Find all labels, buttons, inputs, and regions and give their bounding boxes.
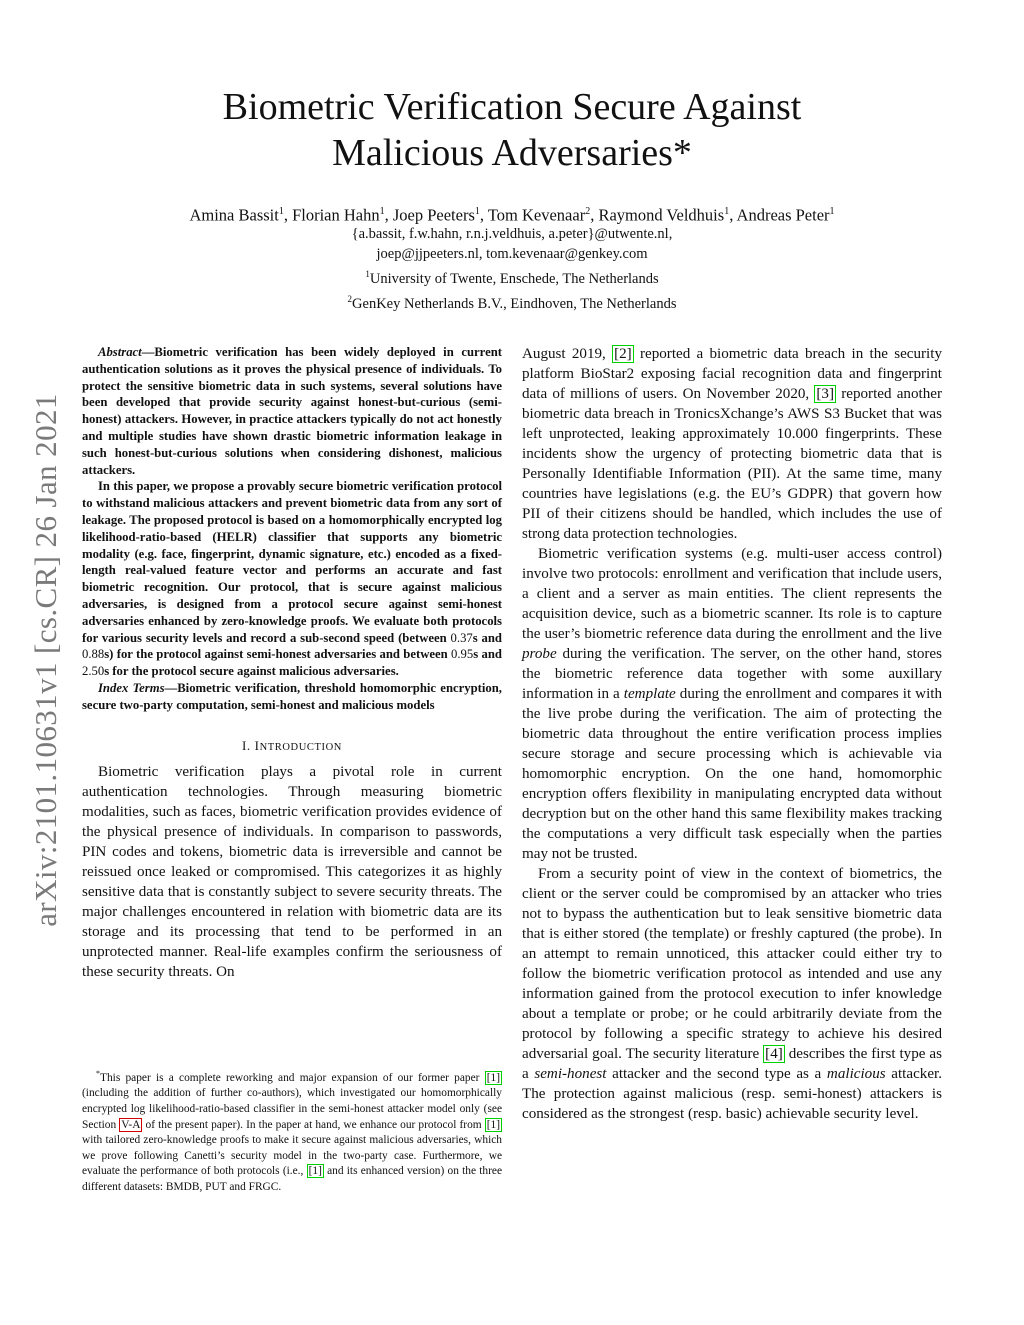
title-line-1: Biometric Verification Secure Against — [222, 86, 802, 128]
right-column-text — [522, 344, 942, 1124]
citation-link[interactable]: [2] — [614, 346, 632, 362]
citation-link[interactable]: [1] — [486, 1118, 500, 1131]
author-affiliation-mark: 2 — [585, 206, 591, 217]
title-line-2: Malicious Adversaries* — [332, 132, 692, 174]
author-affiliation-mark: 1 — [278, 206, 284, 217]
citation-link[interactable]: [3] — [816, 386, 835, 402]
citation-link[interactable]: [1] — [486, 1071, 500, 1084]
author-affiliation-mark: 1 — [829, 206, 835, 217]
author-affiliation-mark: 1 — [379, 206, 385, 217]
footnote: *This paper is a complete reworking and major expansion of our former paper [1] (including the addition of further co-authors), which investigated our homomorphically encrypted log likelihood-ratio-based classifier in the semi-honest attacker model only (see Section V-A of the present paper). In the paper at hand, we enhance our protocol from [1] with tailored zero-knowledge proofs to make it secure against malicious adversaries, which we prove following Canetti’s security model in the two-party case. Furthermore, we evaluate the performance of both protocols (i.e., [1] and its enhanced version) on the three different datasets: BMDB, PUT and FRGC. — [82, 1069, 502, 1193]
emails-line-2: joep@jjpeeters.nl, tom.kevenaar@genkey.com — [376, 246, 648, 262]
abstract-lead: Abstract — [98, 345, 142, 359]
introduction-text — [82, 762, 502, 982]
author-name: Raymond Veldhuis — [598, 205, 725, 225]
body-paragraph: Biometric verification systems (e.g. multi-user access control) involve two protocols: enrollment and verification that include users, a client and a server as main entities. The client represents the acquisition device, such as a biometric scanner. Its role is to capture the user’s biometric reference data during the enrollment and the live probe during the verification. The server, on the other hand, stores the biometric reference data together with some auxillary information in a template during the enrollment and compares it with the live probe during the verification. The aim of protecting the biometric data throughout the entire verification process implies secure storage and secure processing which is achievable via homomorphic encryption. On the one hand, homomorphic encryption offers flexibility in manipulating encrypted data without decryption but on the other hand this same flexibility makes tracking the computations a very difficult task especially when the parties may not be trusted. — [522, 546, 942, 862]
body-paragraph: Biometric verification plays a pivotal role in current authentication technologies. Through measuring biometric modalities, such as faces, biometric verification provides evidence of the physical presence of individuals. In comparison to passwords, PIN codes and tokens, biometric data is irreversible and cannot be reissued once leaked or compromised. This categorizes it as highly sensitive data that is constantly subject to severe security threats. The major challenges encountered in relation with biometric data are its storage and its processing that tend to be performed in an unprotected manner. Real-life examples confirm the seriousness of these security threats. On — [82, 763, 502, 980]
citation-link[interactable]: [4] — [765, 1046, 783, 1062]
affiliation-2: $^2$GenKey Netherlands B.V., Eindhoven, The Netherlands — [347, 293, 677, 312]
right-column — [522, 344, 942, 1124]
author-affiliation-mark: 1 — [474, 206, 480, 217]
emails-line-1: {a.bassit, f.w.hahn, r.n.j.veldhuis, a.peter}@utwente.nl, — [351, 226, 673, 242]
author-name: Amina Bassit — [189, 205, 279, 225]
author-affiliation-mark: 1 — [724, 206, 730, 217]
abstract — [82, 344, 502, 714]
arxiv-stamp-text: arXiv:2101.10631v1 [cs.CR] 26 Jan 2021 — [28, 393, 63, 927]
author-name: Florian Hahn — [292, 205, 380, 225]
left-column — [82, 344, 502, 982]
author-name: Andreas Peter — [736, 205, 830, 225]
paper-title — [140, 84, 884, 176]
index-terms: Index Terms—Biometric verification, threshold homomorphic encryption, secure two-party computation, semi-honest and malicious models — [82, 680, 502, 712]
body-paragraph: August 2019, [2] reported a biometric data breach in the security platform BioStar2 exposing facial recognition data and fingerprint data of millions of users. On November 2020, [3] reported another biometric data breach in TronicsXchange’s AWS S3 Bucket that was left unprotected, leaking approximately 10.000 fingerprints. These incidents show the urgency of protecting biometric data that is Personally Identifiable Information (PII). At the same time, many countries have legislations (e.g. the EU’s GDPR) that govern how PII of their citizens should be handled, which includes the use of strong data protection technologies. — [522, 346, 942, 542]
arxiv-stamp — [28, 360, 63, 960]
body-paragraph: From a security point of view in the context of biometrics, the client or the server could be compromised by an attacker who tries not to bypass the authentication but to leak sensitive biometric data that is either stored (the template) or freshly captured (the probe). In an attempt to remain unnoticed, this attacker could either try to follow the biometric verification protocol as intended and use any information gained from the protocol execution to infer knowledge about a template or probe; or he could arbitrarily deviate from the protocol by following a specific strategy to achieve his desired adversarial goal. The security literature [4] describes the first type as a semi-honest attacker and the second type as a malicious attacker. The protection against malicious (resp. semi-honest) attackers is considered as the strongest (resp. basic) achievable security level. — [522, 866, 943, 1122]
abstract-paragraph-1: Abstract—Biometric verification has been widely deployed in current authentication solutions as it proves the physical presence of individuals. To protect the sensitive biometric data in such systems, several solutions have been developed that provide security against honest-but-curious (semi-honest) attackers. However, in practice attackers typically do not act honestly and multiple studies have shown drastic biometric information leakage in such honest-but-curious solutions when considering dishonest, malicious attackers. — [82, 345, 502, 477]
author-name: Tom Kevenaar — [487, 205, 586, 225]
section-link[interactable]: V-A — [121, 1118, 141, 1131]
author-name: Joep Peeters — [392, 205, 475, 225]
citation-link[interactable]: [1] — [308, 1165, 322, 1178]
section-heading-introduction: I. INTRODUCTION — [241, 737, 342, 753]
affiliation-1: $^1$University of Twente, Enschede, The Netherlands — [365, 269, 659, 287]
author-list: Amina Bassit$^1$, Florian Hahn$^1$, Joep Peeters$^1$, Tom Kevenaar$^2$, Raymond Veldhuis$^1$, Andreas Peter$^1$ — [189, 205, 835, 225]
abstract-paragraph-2: In this paper, we propose a provably secure biometric verification protocol to withstand malicious attackers and prevent biometric data from any sort of leakage. The proposed protocol is based on a homomorphically encrypted log likelihood-ratio-based (HELR) classifier that supports any biometric modality (e.g. face, fingerprint, dynamic signature, etc.) encoded as a fixed-length real-valued feature vector and performs an accurate and fast biometric recognition. Our protocol, that is secure against malicious adversaries, is designed from a protocol secure against semi-honest adversaries enhanced by zero-knowledge proofs. We evaluate both protocols for various security levels and record a sub-second speed (between 0.37s and 0.88s) for the protocol against semi-honest adversaries and between 0.95s and 2.50s for the protocol secure against malicious adversaries. — [82, 479, 502, 679]
affiliations — [200, 224, 824, 314]
index-terms-lead: Index Terms — [98, 680, 165, 695]
